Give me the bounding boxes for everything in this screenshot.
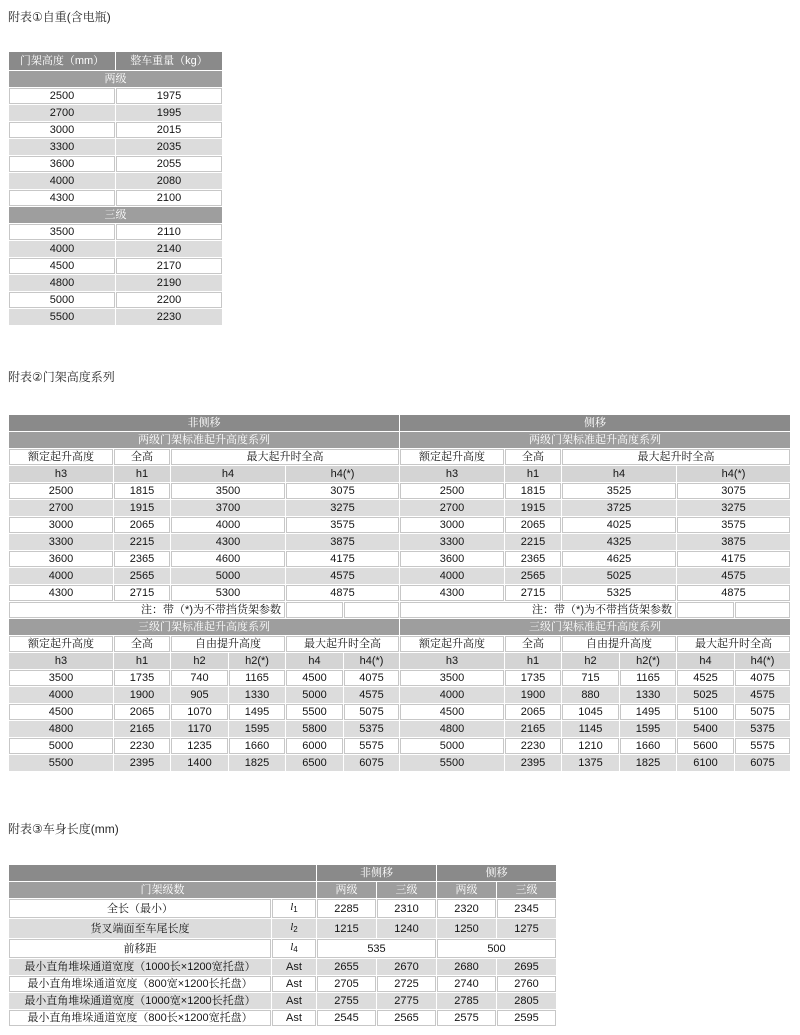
subheader-cell: h4(*) — [344, 653, 399, 669]
data-cell: 3500 — [171, 483, 285, 499]
column-header: 门架级数 — [9, 882, 316, 898]
column-header: 全高 — [505, 636, 561, 652]
symbol-cell — [272, 919, 316, 938]
data-cell: 5575 — [344, 738, 399, 754]
data-cell: 2065 — [505, 704, 561, 720]
data-cell: 3300 — [9, 534, 113, 550]
group-header: 侧移 — [400, 415, 790, 431]
data-cell: 5000 — [400, 738, 504, 754]
symbol-base: l — [290, 941, 294, 953]
data-cell: 3275 — [286, 500, 399, 516]
data-cell: 1165 — [620, 670, 676, 686]
table2-mast-height-series — [8, 414, 791, 772]
data-cell: 2565 — [505, 568, 561, 584]
data-cell: 4500 — [9, 704, 113, 720]
data-cell: 3300 — [9, 139, 115, 155]
data-cell: 2680 — [437, 959, 496, 975]
column-header: 自由提升高度 — [562, 636, 676, 652]
column-header: 最大起升时全高 — [171, 449, 399, 465]
row-label: 货叉端面至车尾长度 — [9, 919, 271, 938]
symbol-subscript: 4 — [293, 945, 298, 954]
data-cell: 3700 — [171, 500, 285, 516]
data-cell: 4000 — [171, 517, 285, 533]
data-cell: 500 — [437, 939, 556, 958]
column-header: 三级 — [377, 882, 436, 898]
data-cell: 4500 — [9, 258, 115, 274]
data-cell: 1495 — [229, 704, 285, 720]
data-cell: 2065 — [114, 517, 170, 533]
subheader-cell: h4 — [286, 653, 343, 669]
data-cell: 880 — [562, 687, 619, 703]
data-cell: 4525 — [677, 670, 734, 686]
subheader-cell: h3 — [9, 653, 113, 669]
row-label: 最小直角堆垛通道宽度（800长×1200宽托盘） — [9, 1010, 271, 1026]
data-cell: 2670 — [377, 959, 436, 975]
data-cell: 1735 — [114, 670, 170, 686]
data-cell: 4800 — [400, 721, 504, 737]
data-cell: 4575 — [286, 568, 399, 584]
data-cell: 3875 — [677, 534, 790, 550]
data-cell: 5000 — [9, 292, 115, 308]
data-cell: 740 — [171, 670, 228, 686]
subheader-cell: h2(*) — [229, 653, 285, 669]
data-cell: 4325 — [562, 534, 676, 550]
column-header: 三级 — [497, 882, 556, 898]
data-cell: 4300 — [9, 190, 115, 206]
data-cell: 1045 — [562, 704, 619, 720]
data-cell: 4800 — [9, 721, 113, 737]
data-cell: 2345 — [497, 899, 556, 918]
empty-cell — [735, 602, 790, 618]
symbol-subscript: 2 — [293, 925, 298, 934]
symbol-base: l — [290, 901, 294, 913]
data-cell: 2500 — [9, 88, 115, 104]
data-cell: 4500 — [286, 670, 343, 686]
data-cell: 1595 — [620, 721, 676, 737]
data-cell: 5800 — [286, 721, 343, 737]
data-cell: 4075 — [735, 670, 790, 686]
data-cell: 5600 — [677, 738, 734, 754]
column-header: 两级 — [317, 882, 376, 898]
row-label: 前移距 — [9, 939, 271, 958]
data-cell: 4025 — [562, 517, 676, 533]
table3-title: 附表③车身长度(mm) — [8, 822, 119, 836]
symbol-cell — [272, 899, 316, 918]
column-header: 整车重量（kg） — [116, 52, 222, 70]
subheader-cell: h4 — [677, 653, 734, 669]
data-cell: 3500 — [9, 670, 113, 686]
data-cell: 1915 — [505, 500, 561, 516]
subheader-cell: h4(*) — [286, 466, 399, 482]
data-cell: 2285 — [317, 899, 376, 918]
data-cell: 6075 — [735, 755, 790, 771]
data-cell: 3575 — [677, 517, 790, 533]
footnote: 注：带（*)为不带挡货架参数 — [400, 602, 676, 618]
row-label: 最小直角堆垛通道宽度（1000长×1200宽托盘） — [9, 959, 271, 975]
data-cell: 2595 — [497, 1010, 556, 1026]
data-cell: 2200 — [116, 292, 222, 308]
data-cell: 2395 — [505, 755, 561, 771]
group-header: 侧移 — [437, 865, 556, 881]
data-cell: 2230 — [116, 309, 222, 325]
footnote: 注：带（*)为不带挡货架参数 — [9, 602, 285, 618]
data-cell: 1595 — [229, 721, 285, 737]
symbol-base: Ast — [286, 961, 302, 973]
data-cell: 2165 — [114, 721, 170, 737]
data-cell: 1900 — [114, 687, 170, 703]
data-cell: 5375 — [344, 721, 399, 737]
data-cell: 2320 — [437, 899, 496, 918]
section-label: 两级 — [9, 71, 222, 87]
data-cell: 2080 — [116, 173, 222, 189]
data-cell: 4175 — [286, 551, 399, 567]
data-cell: 2065 — [114, 704, 170, 720]
data-cell: 3000 — [9, 122, 115, 138]
symbol-cell — [272, 939, 316, 958]
data-cell: 4000 — [400, 568, 504, 584]
data-cell: 1240 — [377, 919, 436, 938]
data-cell: 4875 — [286, 585, 399, 601]
data-cell: 2700 — [9, 105, 115, 121]
data-cell: 1660 — [620, 738, 676, 754]
subheader-cell: h4(*) — [677, 466, 790, 482]
data-cell: 2545 — [317, 1010, 376, 1026]
data-cell: 2700 — [400, 500, 504, 516]
data-cell: 4175 — [677, 551, 790, 567]
data-cell: 1825 — [229, 755, 285, 771]
data-cell: 1815 — [114, 483, 170, 499]
row-label: 最小直角堆垛通道宽度（800宽×1200长托盘） — [9, 976, 271, 992]
data-cell: 3575 — [286, 517, 399, 533]
data-cell: 2740 — [437, 976, 496, 992]
data-cell: 1170 — [171, 721, 228, 737]
data-cell: 2805 — [497, 993, 556, 1009]
section-title: 两级门架标准起升高度系列 — [9, 432, 399, 448]
data-cell: 3875 — [286, 534, 399, 550]
data-cell: 2700 — [9, 500, 113, 516]
subheader-cell: h1 — [114, 653, 170, 669]
subheader-cell: h2(*) — [620, 653, 676, 669]
data-cell: 3725 — [562, 500, 676, 516]
data-cell: 3075 — [677, 483, 790, 499]
subheader-cell: h4 — [171, 466, 285, 482]
table2-title: 附表②门架高度系列 — [8, 370, 115, 384]
data-cell: 5400 — [677, 721, 734, 737]
data-cell: 2230 — [114, 738, 170, 754]
group-header: 非侧移 — [9, 415, 399, 431]
data-cell: 2725 — [377, 976, 436, 992]
data-cell: 3000 — [400, 517, 504, 533]
data-cell: 1215 — [317, 919, 376, 938]
data-cell: 1825 — [620, 755, 676, 771]
section-label: 三级 — [9, 207, 222, 223]
subheader-cell: h1 — [505, 653, 561, 669]
data-cell: 5300 — [171, 585, 285, 601]
data-cell: 1915 — [114, 500, 170, 516]
data-cell: 2065 — [505, 517, 561, 533]
data-cell: 2755 — [317, 993, 376, 1009]
data-cell: 4575 — [344, 687, 399, 703]
data-cell: 2035 — [116, 139, 222, 155]
data-cell: 1070 — [171, 704, 228, 720]
column-header: 两级 — [437, 882, 496, 898]
subheader-cell: h3 — [400, 653, 504, 669]
subheader-cell: h1 — [114, 466, 170, 482]
data-cell: 4575 — [677, 568, 790, 584]
data-cell: 2760 — [497, 976, 556, 992]
data-cell: 2565 — [114, 568, 170, 584]
column-header: 自由提升高度 — [171, 636, 285, 652]
data-cell: 1815 — [505, 483, 561, 499]
data-cell: 2110 — [116, 224, 222, 240]
row-label: 最小直角堆垛通道宽度（1000宽×1200长托盘） — [9, 993, 271, 1009]
data-cell: 3600 — [400, 551, 504, 567]
data-cell: 5075 — [344, 704, 399, 720]
data-cell: 2705 — [317, 976, 376, 992]
data-cell: 3600 — [9, 551, 113, 567]
symbol-base: Ast — [286, 1012, 302, 1024]
data-cell: 2395 — [114, 755, 170, 771]
data-cell: 6075 — [344, 755, 399, 771]
data-cell: 4300 — [400, 585, 504, 601]
data-cell: 6000 — [286, 738, 343, 754]
data-cell: 2015 — [116, 122, 222, 138]
symbol-base: Ast — [286, 995, 302, 1007]
empty-cell — [344, 602, 399, 618]
data-cell: 3000 — [9, 517, 113, 533]
data-cell: 2500 — [400, 483, 504, 499]
symbol-cell — [272, 976, 316, 992]
data-cell: 1495 — [620, 704, 676, 720]
data-cell: 3525 — [562, 483, 676, 499]
subheader-cell: h4(*) — [735, 653, 790, 669]
data-cell: 4000 — [9, 173, 115, 189]
data-cell: 2695 — [497, 959, 556, 975]
data-cell: 1250 — [437, 919, 496, 938]
column-header: 额定起升高度 — [400, 449, 504, 465]
data-cell: 1375 — [562, 755, 619, 771]
column-header: 全高 — [114, 449, 170, 465]
symbol-cell — [272, 1010, 316, 1026]
symbol-base: l — [290, 921, 294, 933]
data-cell: 2230 — [505, 738, 561, 754]
data-cell: 5500 — [9, 309, 115, 325]
data-cell: 2140 — [116, 241, 222, 257]
data-cell: 5075 — [735, 704, 790, 720]
data-cell: 1275 — [497, 919, 556, 938]
data-cell: 4575 — [735, 687, 790, 703]
data-cell: 4800 — [9, 275, 115, 291]
data-cell: 2655 — [317, 959, 376, 975]
data-cell: 6100 — [677, 755, 734, 771]
section-title: 三级门架标准起升高度系列 — [400, 619, 790, 635]
data-cell: 6500 — [286, 755, 343, 771]
symbol-cell — [272, 993, 316, 1009]
column-header: 全高 — [114, 636, 170, 652]
subheader-cell: h3 — [9, 466, 113, 482]
column-header: 额定起升高度 — [9, 449, 113, 465]
data-cell: 4300 — [171, 534, 285, 550]
row-label: 全长（最小） — [9, 899, 271, 918]
data-cell: 1995 — [116, 105, 222, 121]
column-header: 最大起升时全高 — [677, 636, 790, 652]
data-cell: 715 — [562, 670, 619, 686]
data-cell: 4500 — [400, 704, 504, 720]
table3-body-length — [8, 864, 557, 1027]
data-cell: 2365 — [114, 551, 170, 567]
data-cell: 2215 — [505, 534, 561, 550]
data-cell: 1235 — [171, 738, 228, 754]
data-cell: 5325 — [562, 585, 676, 601]
data-cell: 5025 — [562, 568, 676, 584]
data-cell: 4300 — [9, 585, 113, 601]
data-cell: 5000 — [286, 687, 343, 703]
data-cell: 4000 — [9, 687, 113, 703]
data-cell: 2575 — [437, 1010, 496, 1026]
section-title: 两级门架标准起升高度系列 — [400, 432, 790, 448]
data-cell: 1330 — [229, 687, 285, 703]
data-cell: 3075 — [286, 483, 399, 499]
corner-cell — [9, 865, 316, 881]
subheader-cell: h2 — [562, 653, 619, 669]
data-cell: 3500 — [9, 224, 115, 240]
data-cell: 5000 — [171, 568, 285, 584]
data-cell: 1975 — [116, 88, 222, 104]
symbol-subscript: 1 — [293, 905, 298, 914]
data-cell: 2500 — [9, 483, 113, 499]
data-cell: 4075 — [344, 670, 399, 686]
column-header: 门架高度（mm） — [9, 52, 115, 70]
data-cell: 5500 — [286, 704, 343, 720]
data-cell: 2165 — [505, 721, 561, 737]
data-cell: 1400 — [171, 755, 228, 771]
data-cell: 2100 — [116, 190, 222, 206]
data-cell: 1900 — [505, 687, 561, 703]
data-cell: 4875 — [677, 585, 790, 601]
empty-cell — [677, 602, 734, 618]
data-cell: 2190 — [116, 275, 222, 291]
symbol-base: Ast — [286, 978, 302, 990]
subheader-cell: h1 — [505, 466, 561, 482]
data-cell: 2565 — [377, 1010, 436, 1026]
data-cell: 905 — [171, 687, 228, 703]
data-cell: 2715 — [505, 585, 561, 601]
data-cell: 1660 — [229, 738, 285, 754]
data-cell: 4000 — [9, 568, 113, 584]
column-header: 最大起升时全高 — [562, 449, 790, 465]
data-cell: 5025 — [677, 687, 734, 703]
data-cell: 5100 — [677, 704, 734, 720]
data-cell: 3600 — [9, 156, 115, 172]
column-header: 额定起升高度 — [9, 636, 113, 652]
data-cell: 2715 — [114, 585, 170, 601]
group-header: 非侧移 — [317, 865, 436, 881]
data-cell: 3500 — [400, 670, 504, 686]
data-cell: 5500 — [400, 755, 504, 771]
subheader-cell: h4 — [562, 466, 676, 482]
column-header: 全高 — [505, 449, 561, 465]
data-cell: 4000 — [400, 687, 504, 703]
data-cell: 3300 — [400, 534, 504, 550]
data-cell: 1145 — [562, 721, 619, 737]
data-cell: 2170 — [116, 258, 222, 274]
data-cell: 535 — [317, 939, 436, 958]
data-cell: 1735 — [505, 670, 561, 686]
data-cell: 5375 — [735, 721, 790, 737]
data-cell: 1165 — [229, 670, 285, 686]
data-cell: 2775 — [377, 993, 436, 1009]
data-cell: 1330 — [620, 687, 676, 703]
table1-self-weight — [8, 51, 223, 326]
data-cell: 5575 — [735, 738, 790, 754]
empty-cell — [286, 602, 343, 618]
subheader-cell: h3 — [400, 466, 504, 482]
data-cell: 4600 — [171, 551, 285, 567]
data-cell: 3275 — [677, 500, 790, 516]
data-cell: 2785 — [437, 993, 496, 1009]
data-cell: 2055 — [116, 156, 222, 172]
data-cell: 2310 — [377, 899, 436, 918]
column-header: 最大起升时全高 — [286, 636, 399, 652]
symbol-cell — [272, 959, 316, 975]
table1-title: 附表①自重(含电瓶) — [8, 10, 111, 24]
column-header: 额定起升高度 — [400, 636, 504, 652]
data-cell: 4625 — [562, 551, 676, 567]
data-cell: 1210 — [562, 738, 619, 754]
data-cell: 5500 — [9, 755, 113, 771]
section-title: 三级门架标准起升高度系列 — [9, 619, 399, 635]
data-cell: 2365 — [505, 551, 561, 567]
data-cell: 2215 — [114, 534, 170, 550]
subheader-cell: h2 — [171, 653, 228, 669]
data-cell: 4000 — [9, 241, 115, 257]
data-cell: 5000 — [9, 738, 113, 754]
